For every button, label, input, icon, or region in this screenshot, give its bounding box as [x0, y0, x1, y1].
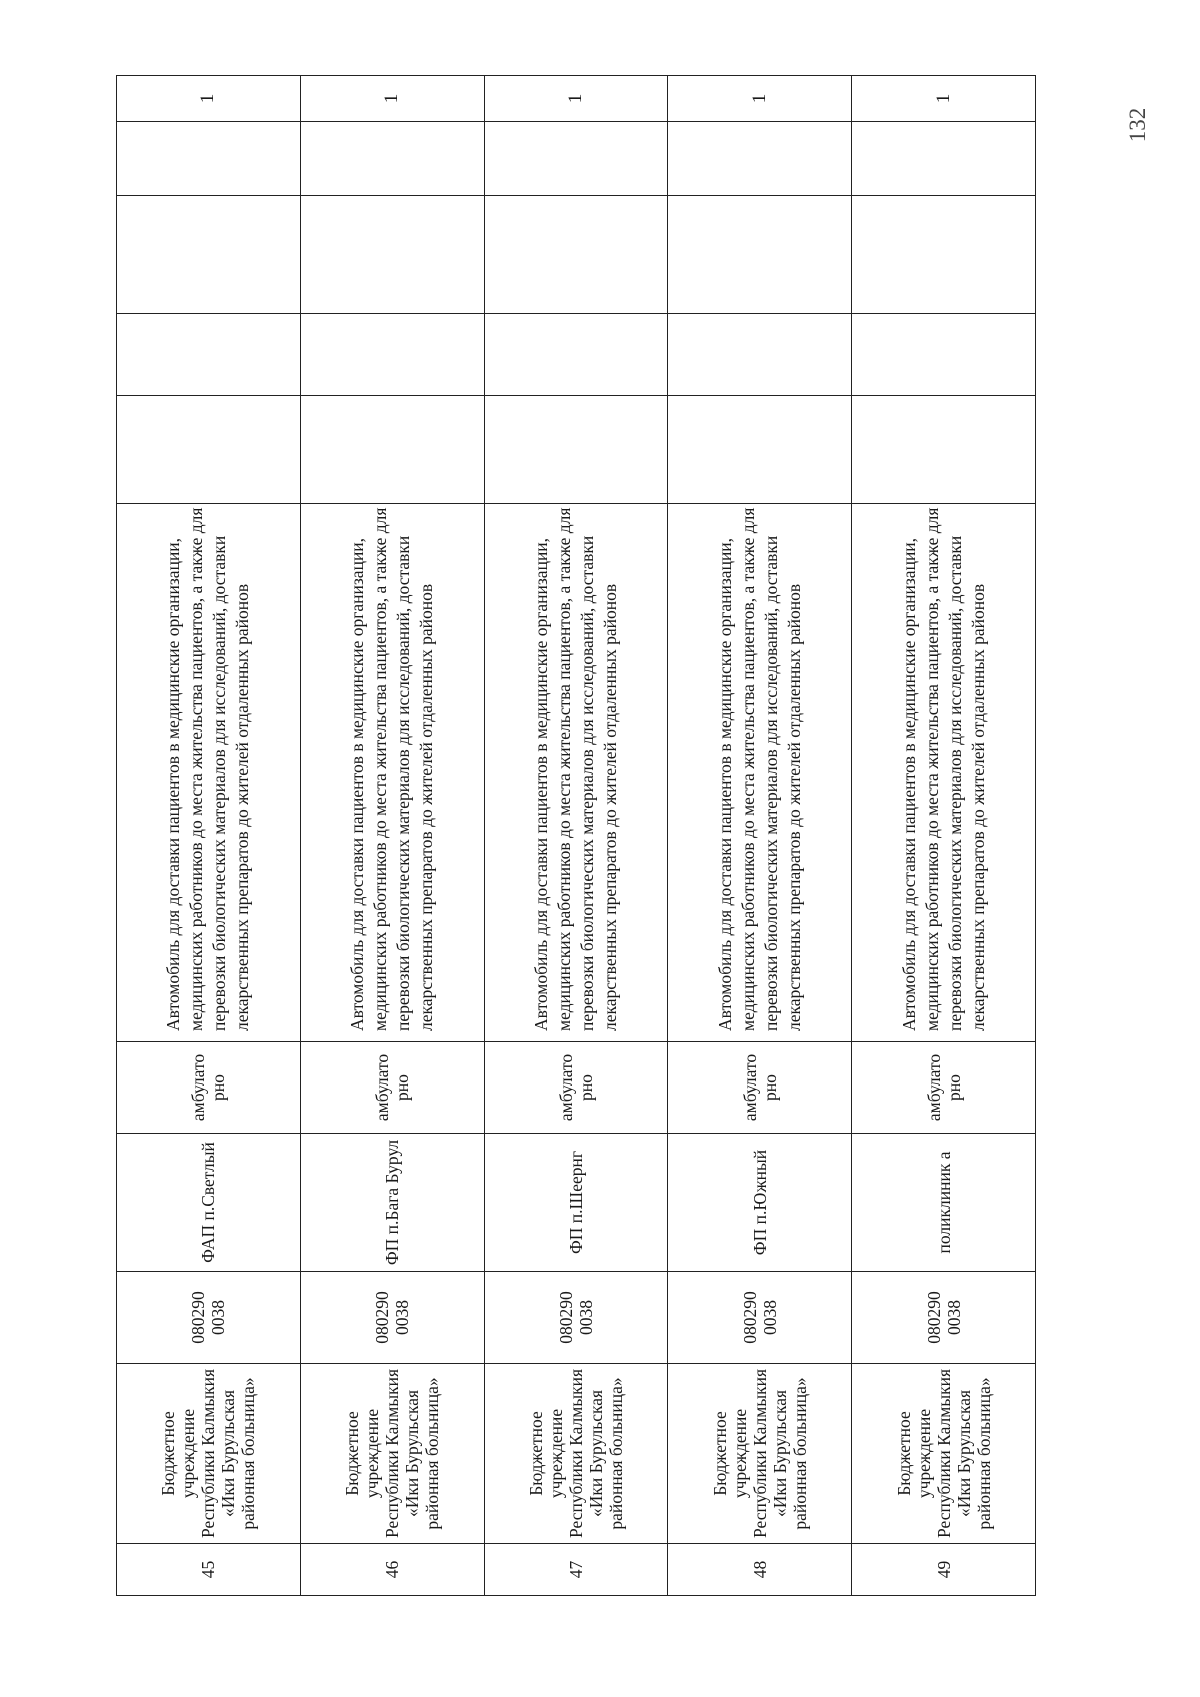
page-number: 132 — [1125, 107, 1150, 143]
empty-cell — [117, 122, 301, 196]
vehicle-quantity: 1 — [484, 76, 668, 122]
table-row — [484, 76, 668, 1596]
empty-cell — [852, 396, 1036, 504]
vehicle-description: Автомобиль для доставки пациентов в медицинские организации, медицинских работников до места жительства пациентов, а также для перевозки биологических материалов для исследований, доставки лекарственных препаратов до жителей отдаленных районов — [852, 504, 1036, 1042]
rotated-table-container — [116, 76, 1036, 1596]
empty-cell — [484, 122, 668, 196]
empty-cell — [300, 122, 484, 196]
empty-cell — [117, 396, 301, 504]
empty-cell — [300, 314, 484, 396]
unit-location: поликлиник а — [852, 1134, 1036, 1272]
unit-location: ФАП п.Светлый — [117, 1134, 301, 1272]
table-row — [117, 76, 301, 1596]
table-row — [300, 76, 484, 1596]
empty-cell — [117, 196, 301, 314]
care-type: амбулато рно — [484, 1042, 668, 1134]
row-number: 49 — [852, 1544, 1036, 1596]
institution-name: Бюджетное учреждение Республики Калмыкия «Ики Бурульская районная больница» — [668, 1364, 852, 1544]
vehicle-description: Автомобиль для доставки пациентов в медицинские организации, медицинских работников до места жительства пациентов, а также для перевозки биологических материалов для исследований, доставки лекарственных препаратов до жителей отдаленных районов — [668, 504, 852, 1042]
institution-name: Бюджетное учреждение Республики Калмыкия «Ики Бурульская районная больница» — [117, 1364, 301, 1544]
unit-location: ФП п.Бага Бурул — [300, 1134, 484, 1272]
vehicle-quantity: 1 — [668, 76, 852, 122]
row-number: 45 — [117, 1544, 301, 1596]
institution-name: Бюджетное учреждение Республики Калмыкия «Ики Бурульская районная больница» — [300, 1364, 484, 1544]
vehicle-quantity: 1 — [852, 76, 1036, 122]
vehicle-description: Автомобиль для доставки пациентов в медицинские организации, медицинских работников до места жительства пациентов, а также для перевозки биологических материалов для исследований, доставки лекарственных препаратов до жителей отдаленных районов — [484, 504, 668, 1042]
empty-cell — [852, 314, 1036, 396]
care-type: амбулато рно — [852, 1042, 1036, 1134]
empty-cell — [300, 196, 484, 314]
table-row — [852, 76, 1036, 1596]
institution-code: 080290 0038 — [300, 1272, 484, 1364]
empty-cell — [117, 314, 301, 396]
row-number: 48 — [668, 1544, 852, 1596]
institution-name: Бюджетное учреждение Республики Калмыкия «Ики Бурульская районная больница» — [484, 1364, 668, 1544]
vehicle-description: Автомобиль для доставки пациентов в медицинские организации, медицинских работников до места жительства пациентов, а также для перевозки биологических материалов для исследований, доставки лекарственных препаратов до жителей отдаленных районов — [117, 504, 301, 1042]
vehicle-quantity: 1 — [300, 76, 484, 122]
institution-code: 080290 0038 — [668, 1272, 852, 1364]
care-type: амбулато рно — [668, 1042, 852, 1134]
empty-cell — [484, 314, 668, 396]
empty-cell — [668, 314, 852, 396]
unit-location: ФП п.Южный — [668, 1134, 852, 1272]
empty-cell — [668, 122, 852, 196]
row-number: 46 — [300, 1544, 484, 1596]
institution-code: 080290 0038 — [117, 1272, 301, 1364]
empty-cell — [668, 196, 852, 314]
institution-code: 080290 0038 — [484, 1272, 668, 1364]
row-number: 47 — [484, 1544, 668, 1596]
unit-location: ФП п.Шеернг — [484, 1134, 668, 1272]
care-type: амбулато рно — [117, 1042, 301, 1134]
empty-cell — [852, 122, 1036, 196]
institution-code: 080290 0038 — [852, 1272, 1036, 1364]
empty-cell — [484, 396, 668, 504]
empty-cell — [484, 196, 668, 314]
table-row — [668, 76, 852, 1596]
empty-cell — [668, 396, 852, 504]
empty-cell — [852, 196, 1036, 314]
vehicle-allocation-table — [116, 75, 1036, 1596]
vehicle-quantity: 1 — [117, 76, 301, 122]
care-type: амбулато рно — [300, 1042, 484, 1134]
vehicle-description: Автомобиль для доставки пациентов в медицинские организации, медицинских работников до места жительства пациентов, а также для перевозки биологических материалов для исследований, доставки лекарственных препаратов до жителей отдаленных районов — [300, 504, 484, 1042]
institution-name: Бюджетное учреждение Республики Калмыкия «Ики Бурульская районная больница» — [852, 1364, 1036, 1544]
empty-cell — [300, 396, 484, 504]
